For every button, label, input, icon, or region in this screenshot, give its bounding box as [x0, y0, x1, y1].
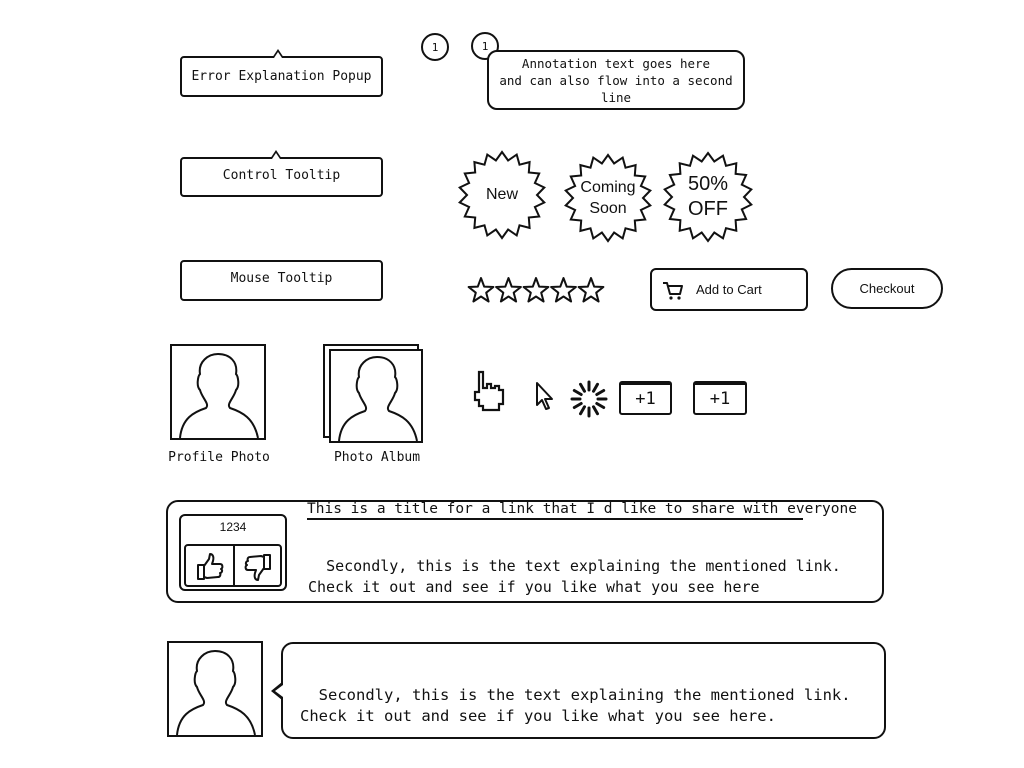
add-to-cart-button[interactable]	[650, 268, 808, 311]
vote-divider	[233, 546, 235, 585]
profile-photo	[170, 344, 266, 440]
sale-line-1: 50%	[687, 173, 729, 195]
vote-box	[179, 514, 287, 591]
photo-album	[329, 349, 423, 443]
coming-soon-badge-label	[563, 153, 653, 243]
annotation-marker-number: 1	[431, 40, 439, 54]
arrow-cursor-icon	[535, 381, 559, 413]
spinner-tick	[597, 404, 604, 408]
spinner-tick	[581, 407, 585, 414]
spinner-tick	[581, 384, 585, 391]
checkout-label: Checkout	[859, 281, 915, 296]
vote-count: 1234	[219, 520, 247, 534]
loading-spinner-icon	[569, 379, 609, 419]
plus-one-button[interactable]	[619, 381, 672, 415]
spinner-tick	[574, 391, 581, 395]
control-tooltip	[180, 157, 383, 197]
star-rating[interactable]	[468, 276, 604, 306]
checkout-button[interactable]	[831, 268, 943, 309]
thumbs-down-icon[interactable]	[243, 552, 273, 582]
coming-soon-line-1: Coming	[580, 179, 636, 196]
comment-bubble-pointer-fill	[275, 685, 283, 697]
person-silhouette-icon	[331, 351, 421, 441]
new-badge-label	[457, 150, 547, 240]
plus-one-button[interactable]	[693, 381, 747, 415]
thumbs-up-icon[interactable]	[195, 552, 225, 582]
vote-buttons	[184, 544, 282, 587]
star-icon[interactable]	[524, 278, 549, 302]
spinner-tick	[574, 404, 581, 408]
error-popup-label: Error Explanation Popup	[191, 69, 372, 84]
annotation-text-line-1: Annotation text goes here	[521, 55, 711, 71]
star-icon[interactable]	[496, 278, 521, 302]
plus-one-label: +1	[709, 389, 731, 409]
annotation-text-line-2: and can also flow into a second line	[499, 72, 733, 105]
profile-photo-caption: Profile Photo	[168, 450, 270, 465]
mouse-tooltip	[180, 260, 383, 301]
photo-album-caption: Photo Album	[333, 450, 421, 465]
annotation-box	[487, 50, 745, 110]
person-silhouette-icon	[169, 643, 261, 735]
comment-text-line-2: Check it out and see if you like what you see here.	[300, 707, 776, 725]
annotation-marker[interactable]	[421, 33, 449, 61]
annotation-marker-number: 1	[481, 39, 489, 53]
plus-one-label: +1	[635, 389, 656, 409]
mouse-tooltip-label: Mouse Tooltip	[230, 271, 333, 286]
shared-link-title[interactable]: This is a title for a link that I d like to share with everyone	[307, 501, 803, 520]
sale-badge-label	[662, 151, 754, 243]
spinner-tick	[594, 384, 598, 391]
star-icon[interactable]	[551, 278, 576, 302]
sale-line-2: OFF	[688, 198, 728, 220]
coming-soon-line-2: Soon	[589, 200, 627, 217]
error-explanation-popup	[180, 56, 383, 97]
shared-link-text-line-2: Check it out and see if you like what you see here	[308, 578, 760, 596]
shared-link-text-line-1: Secondly, this is the text explaining the mentioned link.	[326, 557, 841, 575]
cart-icon	[662, 280, 684, 300]
comment-text	[300, 664, 851, 727]
star-icon[interactable]	[469, 278, 494, 302]
comment-text-line-1: Secondly, this is the text explaining the mentioned link.	[318, 686, 851, 704]
shared-link-description	[308, 535, 841, 598]
control-tooltip-label: Control Tooltip	[222, 168, 341, 183]
spinner-tick	[597, 391, 604, 395]
person-silhouette-icon	[172, 346, 264, 438]
add-to-cart-label: Add to Cart	[696, 282, 762, 297]
spinner-tick	[594, 407, 598, 414]
comment-avatar	[167, 641, 263, 737]
hand-pointer-icon	[469, 370, 507, 414]
new-badge-text: New	[485, 186, 518, 203]
star-icon[interactable]	[579, 278, 604, 302]
